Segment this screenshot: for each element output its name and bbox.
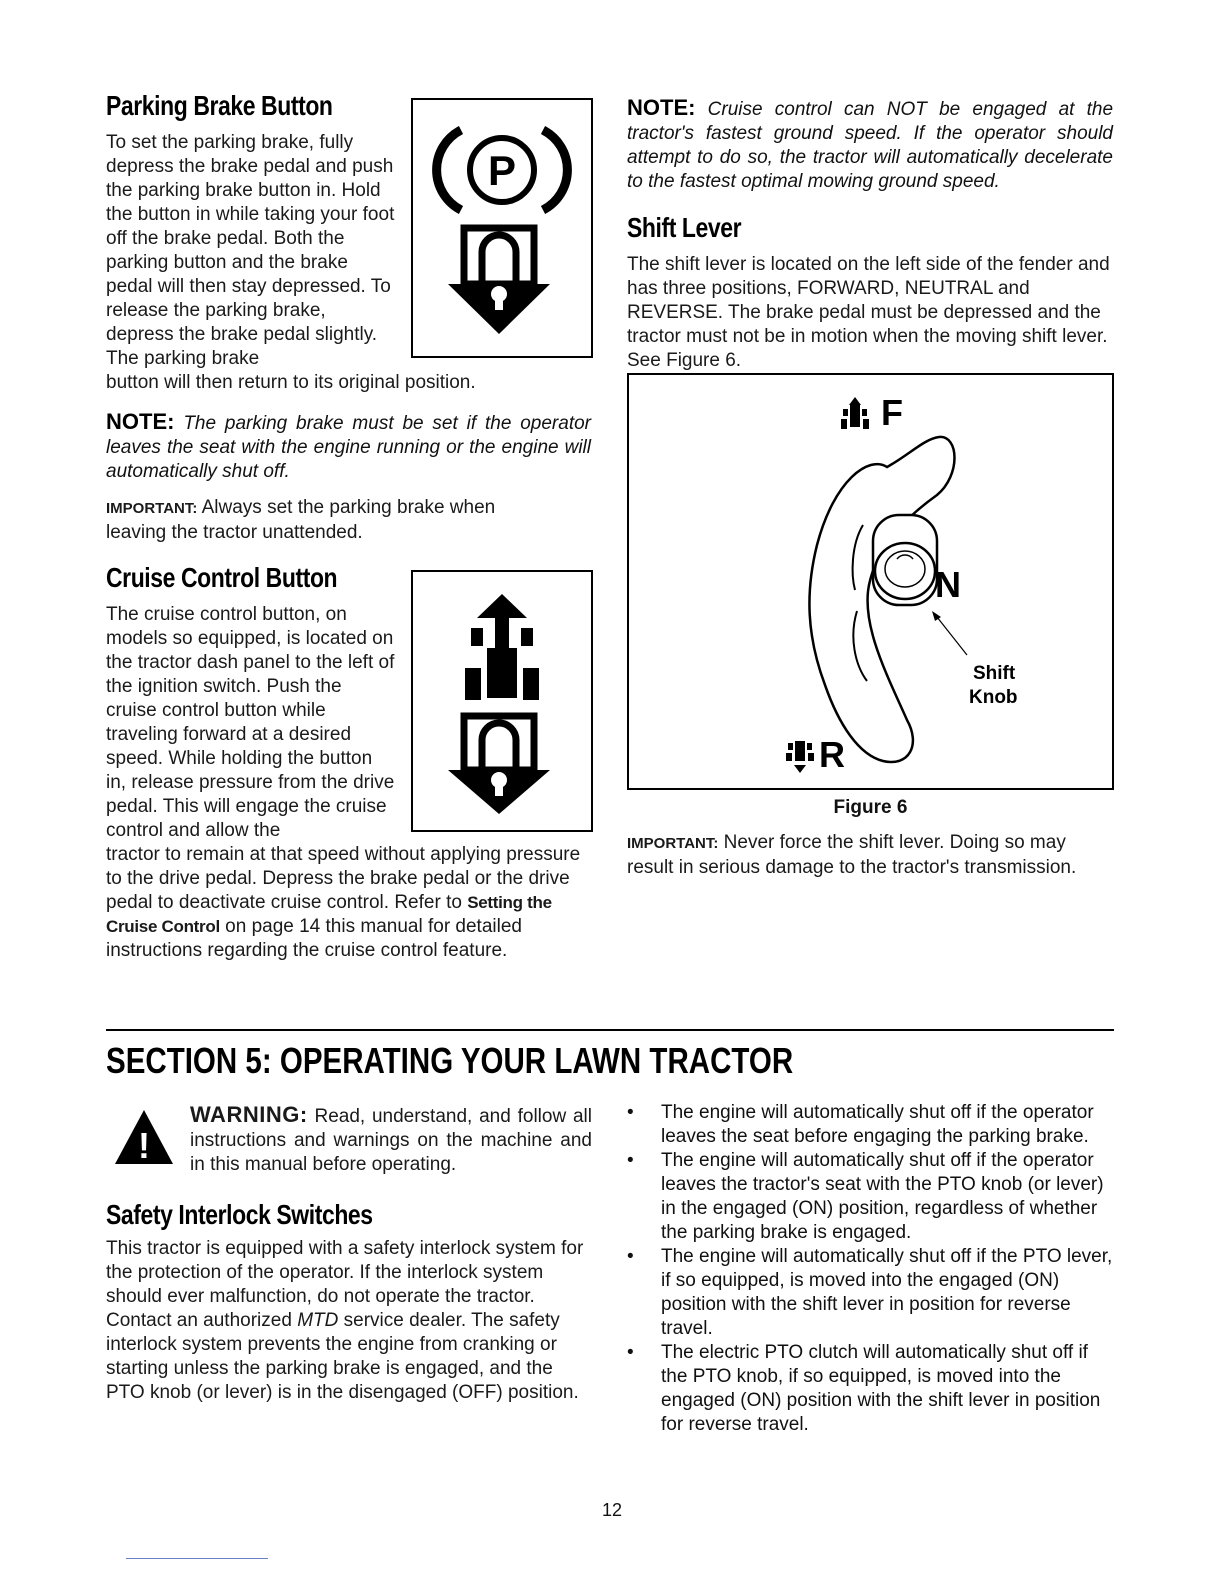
shift-important bbox=[627, 831, 1112, 880]
bullet-text: The electric PTO clutch will automatically shut off if the PTO knob, if so equipped, is moved into the engaged (ON) position with the shift lever in position for reverse travel. bbox=[661, 1342, 1101, 1435]
label-reverse: R bbox=[819, 734, 845, 775]
label-forward: F bbox=[881, 392, 903, 433]
footer-rule bbox=[126, 1558, 268, 1559]
parking-brake-text-tail: button will then return to its original position. bbox=[106, 372, 476, 393]
shift-important-text: Never force the shift lever. Doing so may result in serious damage to the tractor's transmission. bbox=[627, 832, 1077, 878]
page-number: 12 bbox=[601, 1500, 623, 1520]
shift-lever-text: The shift lever is located on the left side of the fender and has three positions, FORWARD, NEUTRAL and REVERSE. The brake pedal must be depressed and the tractor must not be in motion when the moving shift lever. See Figure 6. bbox=[627, 254, 1110, 371]
safety-text-mtd: MTD bbox=[297, 1310, 339, 1331]
parking-note-label: NOTE: bbox=[106, 409, 175, 434]
forward-tractor-icon bbox=[841, 397, 869, 429]
safety-interlock-heading: Safety Interlock Switches bbox=[106, 1199, 373, 1230]
cruise-control-text-tail bbox=[106, 843, 591, 963]
parking-important-label: IMPORTANT: bbox=[106, 500, 198, 517]
cruise-lock-arrow-icon bbox=[434, 710, 564, 825]
bullet-text: The engine will automatically shut off if the operator leaves the tractor's seat with the PTO knob (or lever) in the engaged (ON) position, regardless of whether the parking brake is engaged. bbox=[661, 1150, 1104, 1243]
safety-text-2: service dealer. The safety interlock system prevents the engine from cranking or starting unless the parking brake is engaged, and the PTO knob (or lever) is in the disengaged (OFF) position. bbox=[106, 1310, 579, 1403]
figure-6-caption: Figure 6 bbox=[833, 797, 908, 818]
parking-note-text: The parking brake must be set if the operator leaves the seat with the engine running or the engine will automatically shut off. bbox=[106, 413, 592, 482]
lock-arrow-icon bbox=[434, 222, 564, 347]
bullet-dot: • bbox=[627, 1246, 634, 1267]
parking-letter: P bbox=[487, 147, 517, 194]
bullet-text: The engine will automatically shut off if the operator leaves the seat before engaging the parking brake. bbox=[661, 1102, 1094, 1147]
list-item bbox=[627, 1341, 1115, 1437]
parking-brake-text: To set the parking brake, fully depress the brake pedal and push the parking brake button in. Hold the button in while taking your foot off the brake pedal. Both the parking button and the brake pedal will then stay depressed. To release the parking brake, depress the brake pedal slightly. The parking brake bbox=[106, 132, 395, 369]
bullet-dot: • bbox=[627, 1150, 634, 1171]
list-item bbox=[627, 1245, 1115, 1341]
label-shift: Shift bbox=[973, 663, 1016, 684]
cruise-control-heading: Cruise Control Button bbox=[106, 562, 338, 593]
bullet-dot: • bbox=[627, 1102, 634, 1123]
warning-block bbox=[190, 1103, 592, 1177]
cruise-tail-1: tractor to remain at that speed without applying pressure to the drive pedal. Depress the brake pedal or the drive pedal to deactivate cruise control. Refer to bbox=[106, 844, 581, 913]
list-item bbox=[627, 1149, 1115, 1245]
bullet-dot: • bbox=[627, 1342, 634, 1363]
list-item bbox=[627, 1101, 1115, 1149]
parking-note bbox=[106, 410, 591, 484]
shift-lever-heading: Shift Lever bbox=[627, 212, 742, 243]
cruise-note-label: NOTE: bbox=[627, 95, 696, 120]
shift-knob bbox=[873, 515, 937, 605]
parking-important-text: Always set the parking brake when leaving the tractor unattended. bbox=[106, 497, 496, 543]
cruise-note bbox=[627, 96, 1113, 194]
safety-text-1: This tractor is equipped with a safety interlock system for the protection of the operator. If the interlock system should ever malfunction, do not operate the tractor. Contact an authorized bbox=[106, 1238, 584, 1331]
cruise-control-text: The cruise control button, on models so equipped, is located on the tractor dash panel to the left of the ignition switch. Push the cruise control button while traveling forward at a desired speed. While holding the button in, release pressure from the drive pedal. This will engage the cruise control and allow the bbox=[106, 604, 395, 841]
label-knob: Knob bbox=[969, 687, 1018, 708]
warning-label: WARNING: bbox=[190, 1102, 308, 1127]
warning-text: Read, understand, and follow all instructions and warnings on the machine and in this manual before operating. bbox=[190, 1106, 592, 1175]
cruise-tail-2: on page 14 this manual for detailed instructions regarding the cruise control feature. bbox=[106, 916, 522, 961]
label-neutral: N bbox=[935, 564, 961, 605]
shift-important-label: IMPORTANT: bbox=[627, 835, 719, 852]
cruise-ref-link: Setting the Cruise Control bbox=[106, 893, 552, 936]
warning-icon bbox=[113, 1108, 175, 1171]
section-title: SECTION 5: OPERATING YOUR LAWN TRACTOR bbox=[106, 1040, 794, 1081]
parking-brake-heading: Parking Brake Button bbox=[106, 90, 333, 121]
bullet-text: The engine will automatically shut off if the PTO lever, if so equipped, is moved into the engaged (ON) position with the shift lever in position for reverse travel. bbox=[661, 1246, 1113, 1339]
section-divider bbox=[106, 1029, 1114, 1031]
warning-symbol: ! bbox=[138, 1125, 150, 1166]
parking-important bbox=[106, 496, 546, 545]
cruise-note-text: Cruise control can NOT be engaged at the tractor's fastest ground speed. If the operator should attempt to do so, the tractor will automatically decelerate to the fastest optimal mowing ground speed. bbox=[627, 99, 1114, 192]
reverse-tractor-icon bbox=[786, 741, 814, 773]
interlock-bullet-list bbox=[627, 1101, 1115, 1437]
shift-lever-diagram bbox=[629, 375, 1112, 788]
figure-6-box bbox=[627, 373, 1114, 790]
safety-interlock-text bbox=[106, 1237, 591, 1405]
